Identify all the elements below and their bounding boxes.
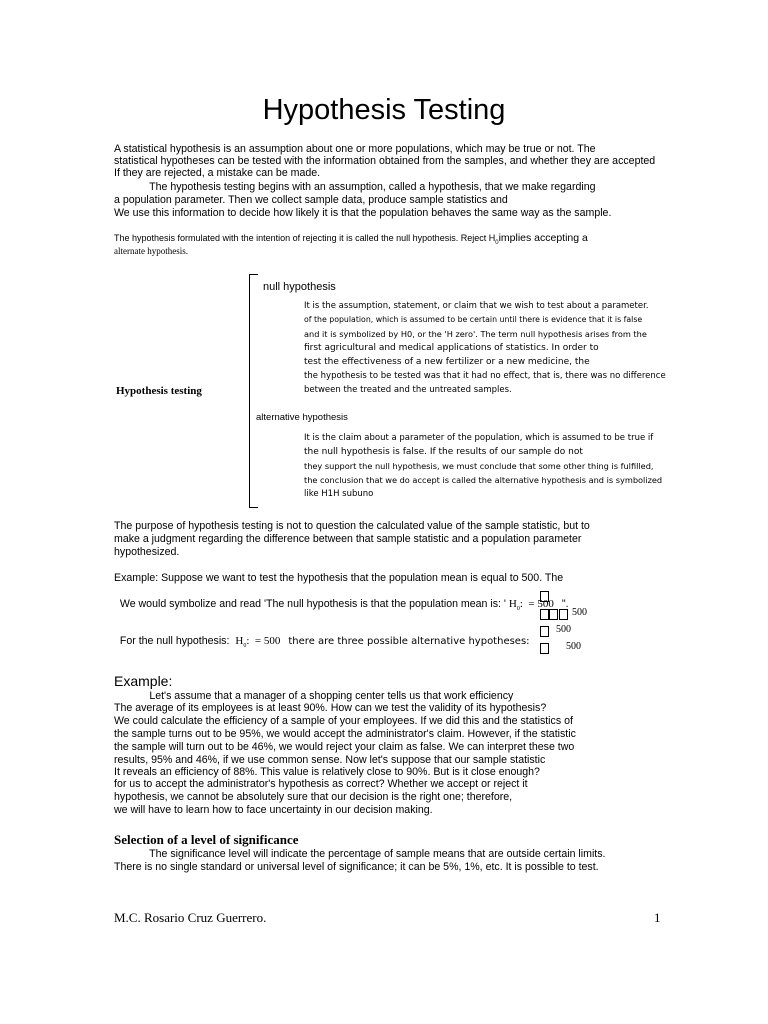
null-hypothesis-line: and it is symbolized by H0, or the 'H zero'. The term null hypothesis arises from the [304,329,647,339]
intro-line: The hypothesis testing begins with an assumption, called a hypothesis, that we make regarding [114,181,596,193]
null-definition-subscript: 0 [495,239,499,246]
example2-line: the sample will turn out to be 46%, we would reject your claim as false. We can interpret these two [114,741,575,753]
significance-heading: Selection of a level of significance [114,832,299,847]
example1-line3-tail: there are three possible alternative hypotheses: [288,636,530,647]
mu-placeholder-icon [540,591,549,602]
null-hypothesis-line: test the effectiveness of a new fertilizer or a new medicine, the [304,357,590,367]
example1-line2-text: We would symbolize and read 'The null hypothesis is that the population mean is: ' [119,598,506,610]
example1-line3 [114,623,530,649]
null-hypothesis-line: first agricultural and medical applications of statistics. In order to [304,343,599,353]
purpose-line: hypothesized. [114,546,180,558]
null-definition-tail: implies accepting a [498,232,588,244]
null-hypothesis-line: of the population, which is assumed to be certain until there is evidence that it is false [304,315,643,324]
null-definition [114,232,588,246]
significance-line: The significance level will indicate the percentage of sample means that are outside certain limits. [114,848,606,860]
purpose-line: make a judgment regarding the difference between that sample statistic and a population parameter [114,533,582,545]
diagram-bracket [249,274,258,508]
null-hypothesis-line: between the treated and the untreated samples. [304,385,512,395]
intro-line: If they are rejected, a mistake can be made. [114,167,321,179]
alternative-hypothesis-line: the null hypothesis is false. If the results of our sample do not [304,447,583,457]
alt-hyp-glyph-icon [559,609,568,620]
alternative-hypothesis-line: It is the claim about a parameter of the population, which is assumed to be true if [304,433,654,443]
alt-hyp-glyph-icon [540,643,549,654]
example2-line: hypothesis, we cannot be absolutely sure that our decision is the right one; therefore, [114,791,513,803]
null-hypothesis-title: null hypothesis [263,281,336,293]
null-hypothesis-line: the hypothesis to be tested was that it had no effect, that is, there was no difference [304,371,666,381]
example1-line3-text: For the null hypothesis: [119,635,230,647]
intro-line: a population parameter. Then we collect sample data, produce sample statistics and [114,194,508,206]
null-definition-line2: alternate hypothesis. [114,246,188,256]
example2-line: We could calculate the efficiency of a sample of your employees. If we did this and the statistics of [114,715,573,727]
purpose-line: The purpose of hypothesis testing is not to question the calculated value of the sample statistic, but to [114,520,590,532]
example2-line: It reveals an efficiency of 88%. This value is relatively close to 90%. But is it close enough? [114,766,540,778]
alt-hyp-value: 500 [556,624,571,635]
null-definition-text: The hypothesis formulated with the intention of rejecting it is called the null hypothesis. Reject H [114,233,496,243]
intro-line: statistical hypotheses can be tested with the information obtained from the samples, and whether they are accepted [114,155,656,167]
example1-line2 [114,586,569,612]
alt-hyp-glyph-icon [549,609,558,620]
formula-h: H [508,598,517,610]
formula-close: ". [561,598,569,610]
alternative-hypothesis-line: the conclusion that we do accept is called the alternative hypothesis and is symbolized [304,475,663,485]
formula-sub: 0 [516,606,520,613]
h0-formula-2 [235,635,281,650]
example2-line: the sample turns out to be 95%, we would accept the administrator's claim. However, if the statistic [114,728,576,740]
example2-line: The average of its employees is at least 90%. How can we test the validity of its hypothesis? [114,702,547,714]
intro-line: We use this information to decide how likely it is that the population behaves the same way as the sample. [114,207,612,219]
null-hypothesis-line: It is the assumption, statement, or claim that we wish to test about a parameter. [304,301,649,311]
diagram-left-label: Hypothesis testing [116,385,202,397]
example2-line: Let's assume that a manager of a shopping center tells us that work efficiency [114,690,514,702]
formula-rest: : = 500 [246,635,281,647]
significance-line: There is no single standard or universal level of significance; it can be 5%, 1%, etc. It is possible to test. [114,861,599,873]
example2-line: results, 95% and 46%, if we use common sense. Now let's suppose that our sample statistic [114,754,546,766]
alt-hyp-value: 500 [566,641,581,652]
alt-hyp-glyph-icon [540,609,549,620]
formula-sub: 0 [243,643,247,650]
formula-rest: : = 500 [519,598,554,610]
example1-line: Example: Suppose we want to test the hypothesis that the population mean is equal to 500. The [114,572,564,584]
footer-author: M.C. Rosario Cruz Guerrero. [114,910,267,925]
alt-hyp-glyph-icon [540,626,549,637]
formula-h: H [235,635,244,647]
example2-line: for us to accept the administrator's hypothesis as correct? Whether we accept or reject it [114,778,528,790]
intro-line: A statistical hypothesis is an assumption about one or more populations, which may be true or not. The [114,143,596,155]
page-title: Hypothesis Testing [262,94,506,126]
alternative-hypothesis-title: alternative hypothesis [256,412,348,423]
alternative-hypothesis-line: they support the null hypothesis, we must conclude that some other thing is fulfilled, [304,461,654,471]
example2-line: we will have to learn how to face uncertainty in our decision making. [114,804,433,816]
page-number: 1 [654,910,661,925]
example2-heading: Example: [114,673,173,689]
alternative-hypothesis-line: like H1H subuno [304,489,374,499]
alt-hyp-value: 500 [572,607,587,618]
